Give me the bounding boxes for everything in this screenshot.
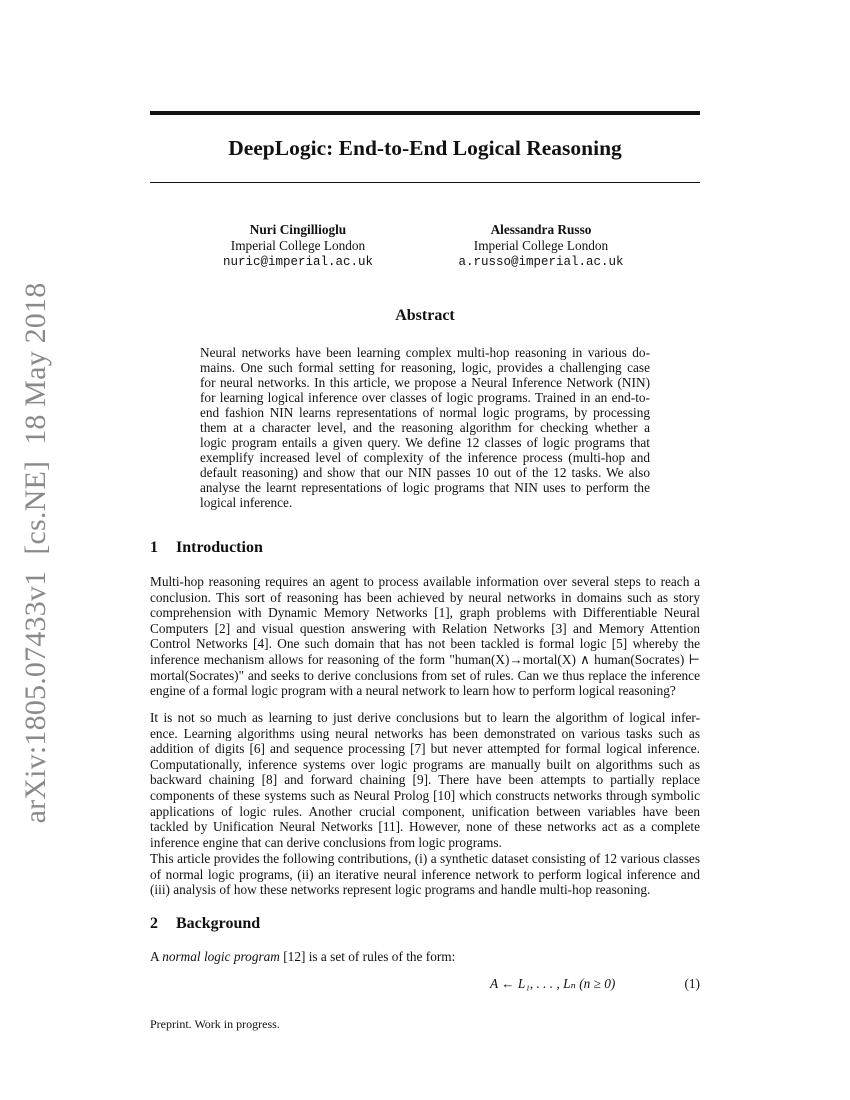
section-number: 2 (150, 915, 158, 932)
text-line: inference mechanism allows for reasoning of the form "human(X)→mortal(X) ∧ human(Socrates) ⊢ (150, 651, 700, 667)
text-line: Computers [2] and visual question answering with Relation Networks [3] and Memory Attention (150, 620, 700, 636)
author-name: Nuri Cingillioglu (249, 222, 347, 237)
text-line: comprehension with Dynamic Memory Networks [1], graph problems with Differentiable Neural (150, 605, 700, 621)
text: A (150, 949, 163, 964)
abstract-heading: Abstract (395, 307, 455, 324)
text-line: logic program entails a given query. We define 12 classes of logic programs that (200, 435, 650, 450)
text-line: This article provides the following contributions, (i) a synthetic dataset consisting of 12 various classes (150, 851, 700, 866)
text-line: for learning logical inference over classes of logic programs. Trained in an end-to- (200, 390, 650, 405)
title-bottom-rule (150, 182, 700, 183)
arxiv-id: arXiv:1805.07433v1 (19, 570, 52, 824)
text-line: logical inference. (200, 495, 293, 510)
footer-note: Preprint. Work in progress. (150, 1017, 280, 1031)
text-line: (iii) analysis of how these networks represent logic programs and handle multi-hop reasoning. (150, 882, 651, 898)
text-line: components of these systems such as Neural Prolog [10] which constructs networks through symbolic (150, 787, 700, 803)
text-line: applications of logic rules. Another crucial component, unification between variables have been (150, 803, 700, 819)
author-name: Alessandra Russo (490, 222, 592, 237)
author-1 (173, 222, 423, 270)
text-line: ence. Learning algorithms using neural networks has been demonstrated on various tasks such as (150, 725, 700, 741)
arxiv-date: 18 May 2018 (19, 282, 52, 445)
text-line: Control Networks [4]. One such domain that has not been tackled is formal logic [5] whereby the (150, 636, 700, 652)
author-affiliation: Imperial College London (473, 238, 609, 253)
section-1-heading (150, 539, 263, 557)
background-text (150, 949, 455, 965)
text-line: inference engine that can derive conclusions from logic programs. (150, 834, 502, 850)
text-line: addition of digits [6] and sequence processing [7] but never attempted for formal logical inference. (150, 741, 700, 757)
intro-paragraph-3 (150, 851, 700, 898)
author-2 (416, 222, 666, 270)
intro-paragraph-1 (150, 574, 700, 699)
text-line: analyse the learnt representations of logic programs that NIN uses to perform the (200, 480, 650, 495)
paper-title: DeepLogic: End-to-End Logical Reasoning (228, 136, 622, 160)
author-email: a.russo@imperial.ac.uk (458, 255, 624, 269)
text-line: Multi-hop reasoning requires an agent to process available information over several steps to reach a (150, 574, 700, 589)
text-line: tackled by Unification Neural Networks [11]. However, none of these networks act as a complete (150, 819, 700, 835)
section-2-heading (150, 915, 260, 933)
text-line: them at a character level, and the reasoning algorithm for checking whether a (200, 420, 650, 435)
text-line: mains. One such formal setting for reasoning, logic, provides a challenging case (200, 360, 650, 375)
arxiv-stamp (19, 267, 53, 824)
equation-number: (1) (684, 976, 700, 991)
author-affiliation: Imperial College London (230, 238, 366, 253)
text-line: mortal(Socrates)" and seeks to derive conclusions from set of rules. Can we thus replace the inference (150, 667, 700, 683)
abstract-body (200, 345, 650, 510)
term-normal-logic-program: normal logic program (162, 949, 280, 964)
text-line: conclusion. This sort of reasoning has been achieved by neural networks in domains such as story (150, 589, 700, 605)
title-top-rule (150, 111, 700, 115)
equation-body: A ← L₁, . . . , Lₙ (n ≥ 0) (490, 976, 616, 991)
text: [12] is a set of rules of the form: (279, 949, 456, 964)
arxiv-category: [cs.NE] (19, 460, 52, 555)
text-line: Neural networks have been learning complex multi-hop reasoning in various do- (200, 345, 650, 360)
author-email: nuric@imperial.ac.uk (222, 255, 374, 269)
text-line: It is not so much as learning to just derive conclusions but to learn the algorithm of logical infer- (150, 710, 700, 725)
intro-paragraph-2 (150, 710, 700, 850)
text-line: of normal logic programs, (ii) an iterative neural inference network to perform logical inference and (150, 866, 700, 882)
section-number: 1 (150, 539, 158, 556)
text-line: exemplify increased level of complexity of the inference process (multi-hop and (200, 450, 650, 465)
section-title: Introduction (176, 539, 263, 556)
text-line: for neural networks. In this article, we propose a Neural Inference Network (NIN) (200, 375, 650, 390)
text-line: engine of a formal logic program with a neural network to learn how to perform logical reasoning? (150, 683, 676, 699)
text-line: Computationally, inference systems over logic programs are manually built on algorithms such as (150, 756, 700, 772)
text-line: default reasoning) and show that our NIN passes 10 out of the 12 tasks. We also (200, 465, 650, 480)
text-line: end fashion NIN learns representations of normal logic programs, by processing (200, 405, 650, 420)
text-line: backward chaining [8] and forward chaining [9]. There have been attempts to partially replace (150, 772, 700, 788)
section-title: Background (176, 915, 261, 932)
